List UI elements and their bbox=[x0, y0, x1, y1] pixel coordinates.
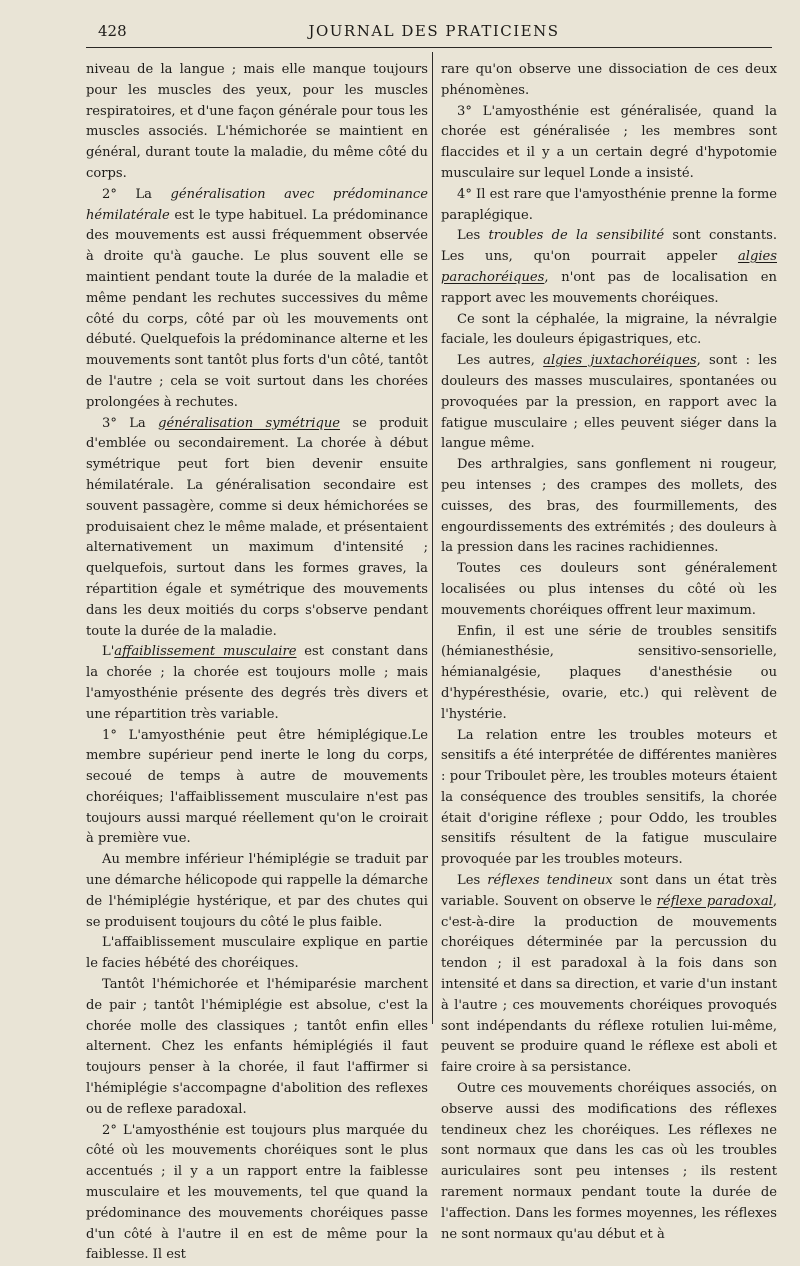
left-column bbox=[86, 60, 428, 1266]
paragraph bbox=[86, 933, 428, 975]
paragraph bbox=[86, 850, 428, 933]
paragraph-text: 4° Il est rare que l'amyosthénie prenne la forme paraplégique. bbox=[441, 186, 777, 223]
emphasized-term: réflexes tendineux bbox=[487, 873, 613, 889]
emphasized-term: algies parachoréiques bbox=[441, 249, 777, 285]
paragraph-text: Les bbox=[457, 873, 488, 889]
paragraph-text: Des arthralgies, sans gonflement ni rougeur, peu intenses ; des crampes des mollets, des cuisses, des bras, des fourmillements, des engourdissements des extrémités ; des douleurs à la pression dans les racines rachidiennes. bbox=[441, 457, 777, 556]
paragraph bbox=[441, 559, 777, 621]
underlined-term bbox=[657, 894, 773, 909]
paragraph-text: Au membre inférieur l'hémiplégie se traduit par une démarche hélicopode qui rappelle la démarche de l'hémiplégie hystérique, et par des chutes qui se produisent toujours du côté le plus faible. bbox=[86, 852, 428, 930]
paragraph-text: 3° La bbox=[102, 415, 159, 431]
emphasized-term: généralisation avec prédominance hémilatérale bbox=[86, 186, 428, 223]
emphasized-term: algies juxtachoréiques bbox=[543, 353, 697, 369]
paragraph-text: , c'est-à-dire la production de mouvements choréiques déterminée par la percussion du tendon ; il est paradoxal à la fois dans son intensité et dans sa direction, et varie d'un instant à l'autre ; ces mouvements choréiques provoqués sont indépendants du réflexe rotulien lui-même, peuvent se produire quand le réflexe est aboli et faire croire à sa persistance. bbox=[441, 893, 777, 1076]
page-number: 428 bbox=[98, 22, 127, 40]
paragraph bbox=[441, 60, 777, 102]
paragraph-text: Outre ces mouvements choréiques associés, on observe aussi des modifications des réflexes tendineux chez les choréiques. Les réflexes ne sont normaux que dans les cas où les troubles auriculaires sont peu intenses ; ils restent rarement normaux pendant toute la durée de l'affection. Dans les formes moyennes, les réflexes ne sont normaux qu'au début et à bbox=[441, 1081, 777, 1242]
paragraph bbox=[441, 455, 777, 559]
paragraph-text: L'affaiblissement musculaire explique en partie le facies hébété des choréiques. bbox=[86, 935, 428, 972]
paragraph-text: Les autres, bbox=[457, 353, 544, 369]
paragraph-text: La relation entre les troubles moteurs et sensitifs a été interprétée de différentes manières : pour Triboulet père, les troubles moteurs étaient la conséquence des troubles sensitifs, la chorée était d'origine réflexe ; pour Oddo, les troubles sensitifs résultent de la fatigue musculaire provoquée par les troubles moteurs. bbox=[441, 727, 777, 868]
paragraph-text: niveau de la langue ; mais elle manque toujours pour les muscles des yeux, pour les muscles respiratoires, et d'une façon générale pour tous les muscles associés. L'hémichorée se maintient en général, durant toute la maladie, du même côté du corps. bbox=[86, 62, 428, 181]
paragraph bbox=[86, 975, 428, 1121]
underlined-term bbox=[158, 416, 340, 431]
paragraph bbox=[441, 185, 777, 227]
paragraph-text: sont dans un état très variable. Souvent on observe le bbox=[441, 873, 777, 909]
paragraph bbox=[441, 622, 777, 726]
paragraph-text: rare qu'on observe une dissociation de ces deux phénomènes. bbox=[441, 62, 777, 98]
paragraph bbox=[86, 726, 428, 851]
emphasized-term: réflexe paradoxal bbox=[656, 893, 773, 909]
paragraph-text: sont constants. Les uns, qu'on pourrait appeler bbox=[441, 228, 778, 265]
paragraph-text: , n'ont pas de localisation en rapport avec les mouvements choréiques. bbox=[441, 269, 777, 306]
paragraph-text: Les bbox=[457, 228, 489, 244]
paragraph-text: 2° La bbox=[102, 186, 171, 202]
paragraph bbox=[441, 226, 777, 309]
paragraph bbox=[86, 60, 428, 185]
emphasized-term: troubles de la sensibilité bbox=[488, 228, 665, 244]
paragraph bbox=[86, 642, 428, 725]
paragraph-text: se produit d'emblée ou secondairement. La chorée à début symétrique peut fort bien devenir ensuite hémilatérale. La généralisation secondaire est souvent passagère, comme si deux hémichorées se produisaient chez le même malade, et présentaient alternativement un maximum d'intensité ; quelquefois, surtout dans les formes graves, la répartition égale et symétrique des mouvements dans les deux moitiés du corps s'observe pendant toute la durée de la maladie. bbox=[86, 415, 428, 639]
paragraph-text: est le type habituel. La prédominance des mouvements est aussi fréquemment observée à droite qu'à gauche. Le plus souvent elle se maintient pendant toute la durée de la maladie et même pendant les rechutes successives du même côté du corps, côté par où les mouvements ont débuté. Quelquefois la prédominance alterne et les mouvements sont tantôt plus forts d'un côté, tantôt de l'autre ; cela se voit surtout dans les chorées prolongées à rechutes. bbox=[86, 207, 428, 410]
paragraph bbox=[441, 310, 777, 352]
journal-title: JOURNAL DES PRATICIENS bbox=[308, 22, 560, 40]
paragraph bbox=[441, 1079, 777, 1245]
paragraph bbox=[441, 871, 777, 1079]
paragraph-text: 2° L'amyosthénie est toujours plus marquée du côté où les mouvements choréiques sont le plus accentués ; il y a un rapport entre la faiblesse musculaire et les mouvements, tel que quand la prédominance des mouvements choréiques passe d'un côté à l'autre il en est de même pour la faiblesse. Il est bbox=[86, 1122, 428, 1263]
underlined-term bbox=[114, 644, 296, 659]
paragraph-text: est constant dans la chorée ; la chorée est toujours molle ; mais l'amyosthénie présente des degrés très divers et une répartition très variable. bbox=[86, 644, 428, 722]
paragraph-text: , sont : les douleurs des masses musculaires, spontanées ou provoquées par la pression, en rapport avec la fatigue musculaire ; elles peuvent siéger dans la langue même. bbox=[441, 353, 777, 452]
paragraph bbox=[86, 414, 428, 643]
paragraph bbox=[441, 351, 777, 455]
paragraph bbox=[441, 726, 777, 872]
emphasized-term: généralisation symétrique bbox=[158, 415, 341, 431]
emphasized-term: affaiblissement musculaire bbox=[114, 644, 297, 660]
paragraph bbox=[86, 185, 428, 414]
paragraph-text: Ce sont la céphalée, la migraine, la névralgie faciale, les douleurs épigastriques, etc. bbox=[441, 311, 777, 348]
paragraph-text: 3° L'amyosthénie est généralisée, quand la chorée est généralisée ; les membres sont flaccides et il y a un certain degré d'hypotomie musculaire sur lequel Londe a insisté. bbox=[441, 103, 777, 181]
paragraph-text: Toutes ces douleurs sont généralement localisées ou plus intenses du côté où les mouvements choréiques offrent leur maximum. bbox=[441, 561, 777, 618]
paragraph-text: Tantôt l'hémichorée et l'hémiparésie marchent de pair ; tantôt l'hémiplégie est absolue, c'est la chorée molle des classiques ; tantôt enfin elles alternent. Chez les enfants hémiplégiés il faut toujours penser à la chorée, il faut l'affirmer si l'hémiplégie s'accompagne d'abolition des reflexes ou de reflexe paradoxal. bbox=[86, 977, 428, 1117]
underlined-term bbox=[543, 353, 696, 368]
right-column bbox=[441, 60, 777, 1245]
paragraph bbox=[86, 1121, 428, 1266]
paragraph-text: 1° L'amyosthénie peut être hémiplégique.Le membre supérieur pend inerte le long du corps, secoué de temps à autre de mouvements choréiques; l'affaiblissement musculaire n'est pas toujours aussi marqué réellement qu'on le croirait à première vue. bbox=[86, 727, 428, 847]
header-rule bbox=[86, 47, 772, 48]
paragraph-text: Enfin, il est une série de troubles sensitifs (hémianesthésie, sensitivo-sensorielle, hémianalgésie, plaques d'anesthésie ou d'hypéresthésie, ovarie, etc.) qui relèvent de l'hystérie. bbox=[441, 623, 777, 722]
paragraph bbox=[441, 102, 777, 185]
page-header bbox=[98, 22, 770, 44]
paragraph-text: L' bbox=[102, 644, 115, 660]
column-divider bbox=[432, 52, 433, 1024]
